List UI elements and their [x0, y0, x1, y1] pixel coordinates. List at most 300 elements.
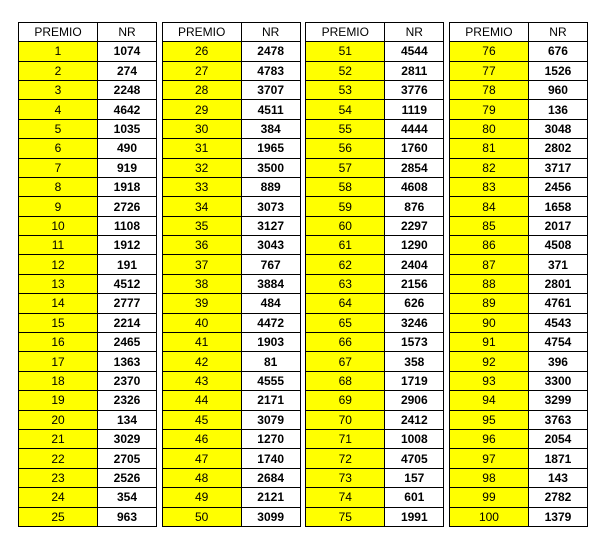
nr-cell: 960 [528, 80, 587, 99]
table-row [449, 507, 587, 526]
table-row [306, 119, 444, 138]
premio-cell: 10 [19, 216, 98, 235]
premio-cell: 73 [306, 468, 385, 487]
premio-cell: 4 [19, 100, 98, 119]
nr-column-header: NR [385, 23, 444, 42]
premio-cell: 7 [19, 158, 98, 177]
premio-cell: 78 [449, 80, 528, 99]
premio-cell: 71 [306, 430, 385, 449]
table-row [449, 410, 587, 429]
table-row [19, 410, 157, 429]
premio-cell: 55 [306, 119, 385, 138]
nr-cell: 2054 [528, 430, 587, 449]
table-row [19, 391, 157, 410]
premio-cell: 44 [162, 391, 241, 410]
table-row [306, 197, 444, 216]
premio-cell: 98 [449, 468, 528, 487]
nr-cell: 2478 [241, 42, 300, 61]
premio-cell: 84 [449, 197, 528, 216]
nr-cell: 1035 [98, 119, 157, 138]
premio-cell: 21 [19, 430, 98, 449]
premio-cell: 22 [19, 449, 98, 468]
premio-cell: 38 [162, 274, 241, 293]
table-row [306, 139, 444, 158]
table-row [19, 333, 157, 352]
nr-cell: 4508 [528, 236, 587, 255]
premio-cell: 19 [19, 391, 98, 410]
premio-cell: 72 [306, 449, 385, 468]
table-row [162, 371, 300, 390]
nr-cell: 1379 [528, 507, 587, 526]
nr-cell: 1573 [385, 333, 444, 352]
nr-cell: 1740 [241, 449, 300, 468]
nr-cell: 1270 [241, 430, 300, 449]
premio-cell: 83 [449, 177, 528, 196]
premio-cell: 62 [306, 255, 385, 274]
premio-cell: 30 [162, 119, 241, 138]
nr-cell: 2777 [98, 294, 157, 313]
premio-column-header: PREMIO [449, 23, 528, 42]
premio-cell: 17 [19, 352, 98, 371]
premio-cell: 8 [19, 177, 98, 196]
table-row [19, 507, 157, 526]
table-row [19, 294, 157, 313]
premio-cell: 32 [162, 158, 241, 177]
table-row [449, 371, 587, 390]
nr-cell: 3776 [385, 80, 444, 99]
nr-cell: 2726 [98, 197, 157, 216]
premio-cell: 20 [19, 410, 98, 429]
premio-cell: 25 [19, 507, 98, 526]
nr-cell: 4444 [385, 119, 444, 138]
table-row [19, 430, 157, 449]
premio-cell: 6 [19, 139, 98, 158]
premio-cell: 69 [306, 391, 385, 410]
premio-cell: 53 [306, 80, 385, 99]
premio-cell: 37 [162, 255, 241, 274]
prize-table-1 [18, 22, 157, 527]
prize-table-2 [162, 22, 301, 527]
table-row [449, 119, 587, 138]
table-row [19, 197, 157, 216]
premio-cell: 64 [306, 294, 385, 313]
premio-cell: 40 [162, 313, 241, 332]
nr-cell: 2017 [528, 216, 587, 235]
nr-cell: 2171 [241, 391, 300, 410]
nr-cell: 396 [528, 352, 587, 371]
nr-cell: 3073 [241, 197, 300, 216]
nr-cell: 4754 [528, 333, 587, 352]
table-row [162, 410, 300, 429]
premio-cell: 34 [162, 197, 241, 216]
nr-cell: 767 [241, 255, 300, 274]
premio-cell: 59 [306, 197, 385, 216]
table-row [19, 488, 157, 507]
table-row [19, 313, 157, 332]
nr-cell: 4761 [528, 294, 587, 313]
table-row [162, 294, 300, 313]
premio-column-header: PREMIO [306, 23, 385, 42]
nr-cell: 191 [98, 255, 157, 274]
nr-cell: 1719 [385, 371, 444, 390]
premio-column-header: PREMIO [162, 23, 241, 42]
table-row [449, 294, 587, 313]
table-row [162, 391, 300, 410]
nr-cell: 1658 [528, 197, 587, 216]
nr-cell: 136 [528, 100, 587, 119]
nr-cell: 2156 [385, 274, 444, 293]
premio-cell: 24 [19, 488, 98, 507]
table-row [306, 488, 444, 507]
nr-cell: 1912 [98, 236, 157, 255]
nr-cell: 371 [528, 255, 587, 274]
prize-table-4 [449, 22, 588, 527]
nr-cell: 134 [98, 410, 157, 429]
nr-cell: 81 [241, 352, 300, 371]
premio-cell: 79 [449, 100, 528, 119]
table-row [306, 100, 444, 119]
premio-cell: 68 [306, 371, 385, 390]
table-row [306, 430, 444, 449]
premio-cell: 88 [449, 274, 528, 293]
premio-cell: 33 [162, 177, 241, 196]
table-row [19, 42, 157, 61]
premio-cell: 89 [449, 294, 528, 313]
premio-column-header: PREMIO [19, 23, 98, 42]
table-row [306, 468, 444, 487]
nr-cell: 626 [385, 294, 444, 313]
nr-cell: 2214 [98, 313, 157, 332]
table-row [449, 352, 587, 371]
nr-cell: 1871 [528, 449, 587, 468]
table-row [449, 177, 587, 196]
prize-table-3 [305, 22, 444, 527]
premio-cell: 16 [19, 333, 98, 352]
nr-cell: 3099 [241, 507, 300, 526]
table-row [162, 177, 300, 196]
nr-cell: 2456 [528, 177, 587, 196]
premio-cell: 57 [306, 158, 385, 177]
nr-cell: 4555 [241, 371, 300, 390]
nr-cell: 4783 [241, 61, 300, 80]
premio-cell: 54 [306, 100, 385, 119]
table-row [449, 488, 587, 507]
nr-cell: 2412 [385, 410, 444, 429]
premio-cell: 74 [306, 488, 385, 507]
premio-cell: 99 [449, 488, 528, 507]
premio-cell: 87 [449, 255, 528, 274]
table-row [306, 294, 444, 313]
table-row [306, 410, 444, 429]
premio-cell: 82 [449, 158, 528, 177]
table-row [306, 371, 444, 390]
premio-cell: 66 [306, 333, 385, 352]
premio-cell: 75 [306, 507, 385, 526]
table-row [19, 371, 157, 390]
nr-cell: 4705 [385, 449, 444, 468]
nr-cell: 157 [385, 468, 444, 487]
nr-cell: 1918 [98, 177, 157, 196]
table-row [449, 236, 587, 255]
table-row [449, 274, 587, 293]
nr-cell: 384 [241, 119, 300, 138]
nr-cell: 676 [528, 42, 587, 61]
table-row [162, 255, 300, 274]
table-row [162, 80, 300, 99]
nr-cell: 2906 [385, 391, 444, 410]
table-row [19, 177, 157, 196]
nr-cell: 1363 [98, 352, 157, 371]
nr-cell: 1074 [98, 42, 157, 61]
nr-cell: 2326 [98, 391, 157, 410]
premio-cell: 67 [306, 352, 385, 371]
premio-cell: 15 [19, 313, 98, 332]
header-row [449, 23, 587, 42]
nr-cell: 2801 [528, 274, 587, 293]
premio-cell: 81 [449, 139, 528, 158]
table-row [306, 313, 444, 332]
nr-column-header: NR [98, 23, 157, 42]
nr-cell: 1965 [241, 139, 300, 158]
premio-cell: 51 [306, 42, 385, 61]
nr-cell: 919 [98, 158, 157, 177]
table-row [306, 177, 444, 196]
table-row [162, 42, 300, 61]
table-row [449, 80, 587, 99]
premio-cell: 31 [162, 139, 241, 158]
table-row [162, 430, 300, 449]
premio-cell: 23 [19, 468, 98, 487]
premio-cell: 47 [162, 449, 241, 468]
premio-cell: 95 [449, 410, 528, 429]
table-row [162, 313, 300, 332]
table-row [162, 274, 300, 293]
nr-cell: 963 [98, 507, 157, 526]
premio-cell: 50 [162, 507, 241, 526]
table-row [449, 61, 587, 80]
table-row [449, 42, 587, 61]
nr-cell: 3717 [528, 158, 587, 177]
header-row [162, 23, 300, 42]
table-row [162, 352, 300, 371]
table-row [162, 61, 300, 80]
nr-cell: 484 [241, 294, 300, 313]
table-row [19, 236, 157, 255]
table-row [162, 236, 300, 255]
table-row [162, 158, 300, 177]
nr-cell: 889 [241, 177, 300, 196]
nr-cell: 3500 [241, 158, 300, 177]
premio-cell: 45 [162, 410, 241, 429]
nr-cell: 2297 [385, 216, 444, 235]
table-row [162, 216, 300, 235]
premio-cell: 91 [449, 333, 528, 352]
premio-cell: 11 [19, 236, 98, 255]
nr-column-header: NR [241, 23, 300, 42]
premio-cell: 61 [306, 236, 385, 255]
table-row [306, 236, 444, 255]
nr-cell: 3299 [528, 391, 587, 410]
premio-cell: 1 [19, 42, 98, 61]
table-row [449, 139, 587, 158]
nr-cell: 2854 [385, 158, 444, 177]
nr-cell: 4512 [98, 274, 157, 293]
header-row [306, 23, 444, 42]
table-row [19, 139, 157, 158]
nr-cell: 3079 [241, 410, 300, 429]
premio-cell: 48 [162, 468, 241, 487]
table-row [19, 352, 157, 371]
table-row [162, 488, 300, 507]
premio-cell: 46 [162, 430, 241, 449]
table-row [306, 61, 444, 80]
premio-cell: 77 [449, 61, 528, 80]
nr-cell: 4511 [241, 100, 300, 119]
premio-cell: 42 [162, 352, 241, 371]
nr-cell: 2404 [385, 255, 444, 274]
nr-cell: 2684 [241, 468, 300, 487]
table-row [19, 468, 157, 487]
table-row [449, 449, 587, 468]
nr-cell: 4544 [385, 42, 444, 61]
premio-cell: 2 [19, 61, 98, 80]
nr-cell: 3127 [241, 216, 300, 235]
premio-cell: 9 [19, 197, 98, 216]
table-row [19, 449, 157, 468]
premio-cell: 12 [19, 255, 98, 274]
nr-cell: 2526 [98, 468, 157, 487]
nr-cell: 1991 [385, 507, 444, 526]
table-row [306, 391, 444, 410]
nr-cell: 3763 [528, 410, 587, 429]
table-row [162, 468, 300, 487]
table-row [19, 80, 157, 99]
nr-cell: 1760 [385, 139, 444, 158]
premio-cell: 80 [449, 119, 528, 138]
premio-cell: 58 [306, 177, 385, 196]
table-row [306, 507, 444, 526]
table-row [162, 507, 300, 526]
nr-cell: 3300 [528, 371, 587, 390]
table-row [162, 449, 300, 468]
table-row [306, 42, 444, 61]
nr-cell: 2370 [98, 371, 157, 390]
table-row [306, 352, 444, 371]
nr-cell: 3707 [241, 80, 300, 99]
premio-cell: 26 [162, 42, 241, 61]
table-row [449, 313, 587, 332]
nr-cell: 4543 [528, 313, 587, 332]
nr-cell: 1108 [98, 216, 157, 235]
nr-cell: 2811 [385, 61, 444, 80]
table-row [162, 100, 300, 119]
table-row [162, 119, 300, 138]
table-row [162, 139, 300, 158]
nr-cell: 358 [385, 352, 444, 371]
table-row [19, 100, 157, 119]
premio-cell: 13 [19, 274, 98, 293]
table-row [306, 216, 444, 235]
table-row [449, 158, 587, 177]
premio-cell: 56 [306, 139, 385, 158]
nr-cell: 3043 [241, 236, 300, 255]
premio-cell: 43 [162, 371, 241, 390]
nr-cell: 3048 [528, 119, 587, 138]
nr-cell: 1526 [528, 61, 587, 80]
premio-cell: 18 [19, 371, 98, 390]
premio-cell: 86 [449, 236, 528, 255]
table-row [306, 255, 444, 274]
nr-cell: 4472 [241, 313, 300, 332]
premio-cell: 60 [306, 216, 385, 235]
premio-cell: 27 [162, 61, 241, 80]
table-row [19, 158, 157, 177]
premio-cell: 5 [19, 119, 98, 138]
premio-cell: 36 [162, 236, 241, 255]
table-row [19, 274, 157, 293]
premio-cell: 85 [449, 216, 528, 235]
table-row [449, 100, 587, 119]
table-row [306, 333, 444, 352]
table-row [449, 255, 587, 274]
premio-cell: 70 [306, 410, 385, 429]
premio-cell: 100 [449, 507, 528, 526]
table-row [449, 468, 587, 487]
table-row [449, 430, 587, 449]
nr-cell: 3029 [98, 430, 157, 449]
premio-cell: 94 [449, 391, 528, 410]
premio-cell: 49 [162, 488, 241, 507]
premio-cell: 52 [306, 61, 385, 80]
premio-cell: 14 [19, 294, 98, 313]
premio-cell: 28 [162, 80, 241, 99]
nr-column-header: NR [528, 23, 587, 42]
nr-cell: 3884 [241, 274, 300, 293]
nr-cell: 2705 [98, 449, 157, 468]
table-row [19, 216, 157, 235]
table-row [449, 216, 587, 235]
nr-cell: 1903 [241, 333, 300, 352]
nr-cell: 354 [98, 488, 157, 507]
premio-cell: 41 [162, 333, 241, 352]
table-row [449, 333, 587, 352]
nr-cell: 490 [98, 139, 157, 158]
nr-cell: 2782 [528, 488, 587, 507]
premio-cell: 93 [449, 371, 528, 390]
nr-cell: 2121 [241, 488, 300, 507]
premio-cell: 90 [449, 313, 528, 332]
premio-cell: 39 [162, 294, 241, 313]
table-row [162, 333, 300, 352]
table-row [19, 61, 157, 80]
nr-cell: 4642 [98, 100, 157, 119]
table-row [449, 197, 587, 216]
nr-cell: 1008 [385, 430, 444, 449]
table-row [19, 119, 157, 138]
nr-cell: 2465 [98, 333, 157, 352]
table-row [162, 197, 300, 216]
premio-cell: 76 [449, 42, 528, 61]
nr-cell: 2248 [98, 80, 157, 99]
nr-cell: 274 [98, 61, 157, 80]
nr-cell: 1119 [385, 100, 444, 119]
table-row [306, 158, 444, 177]
nr-cell: 143 [528, 468, 587, 487]
premio-cell: 65 [306, 313, 385, 332]
nr-cell: 2802 [528, 139, 587, 158]
nr-cell: 3246 [385, 313, 444, 332]
premio-cell: 35 [162, 216, 241, 235]
